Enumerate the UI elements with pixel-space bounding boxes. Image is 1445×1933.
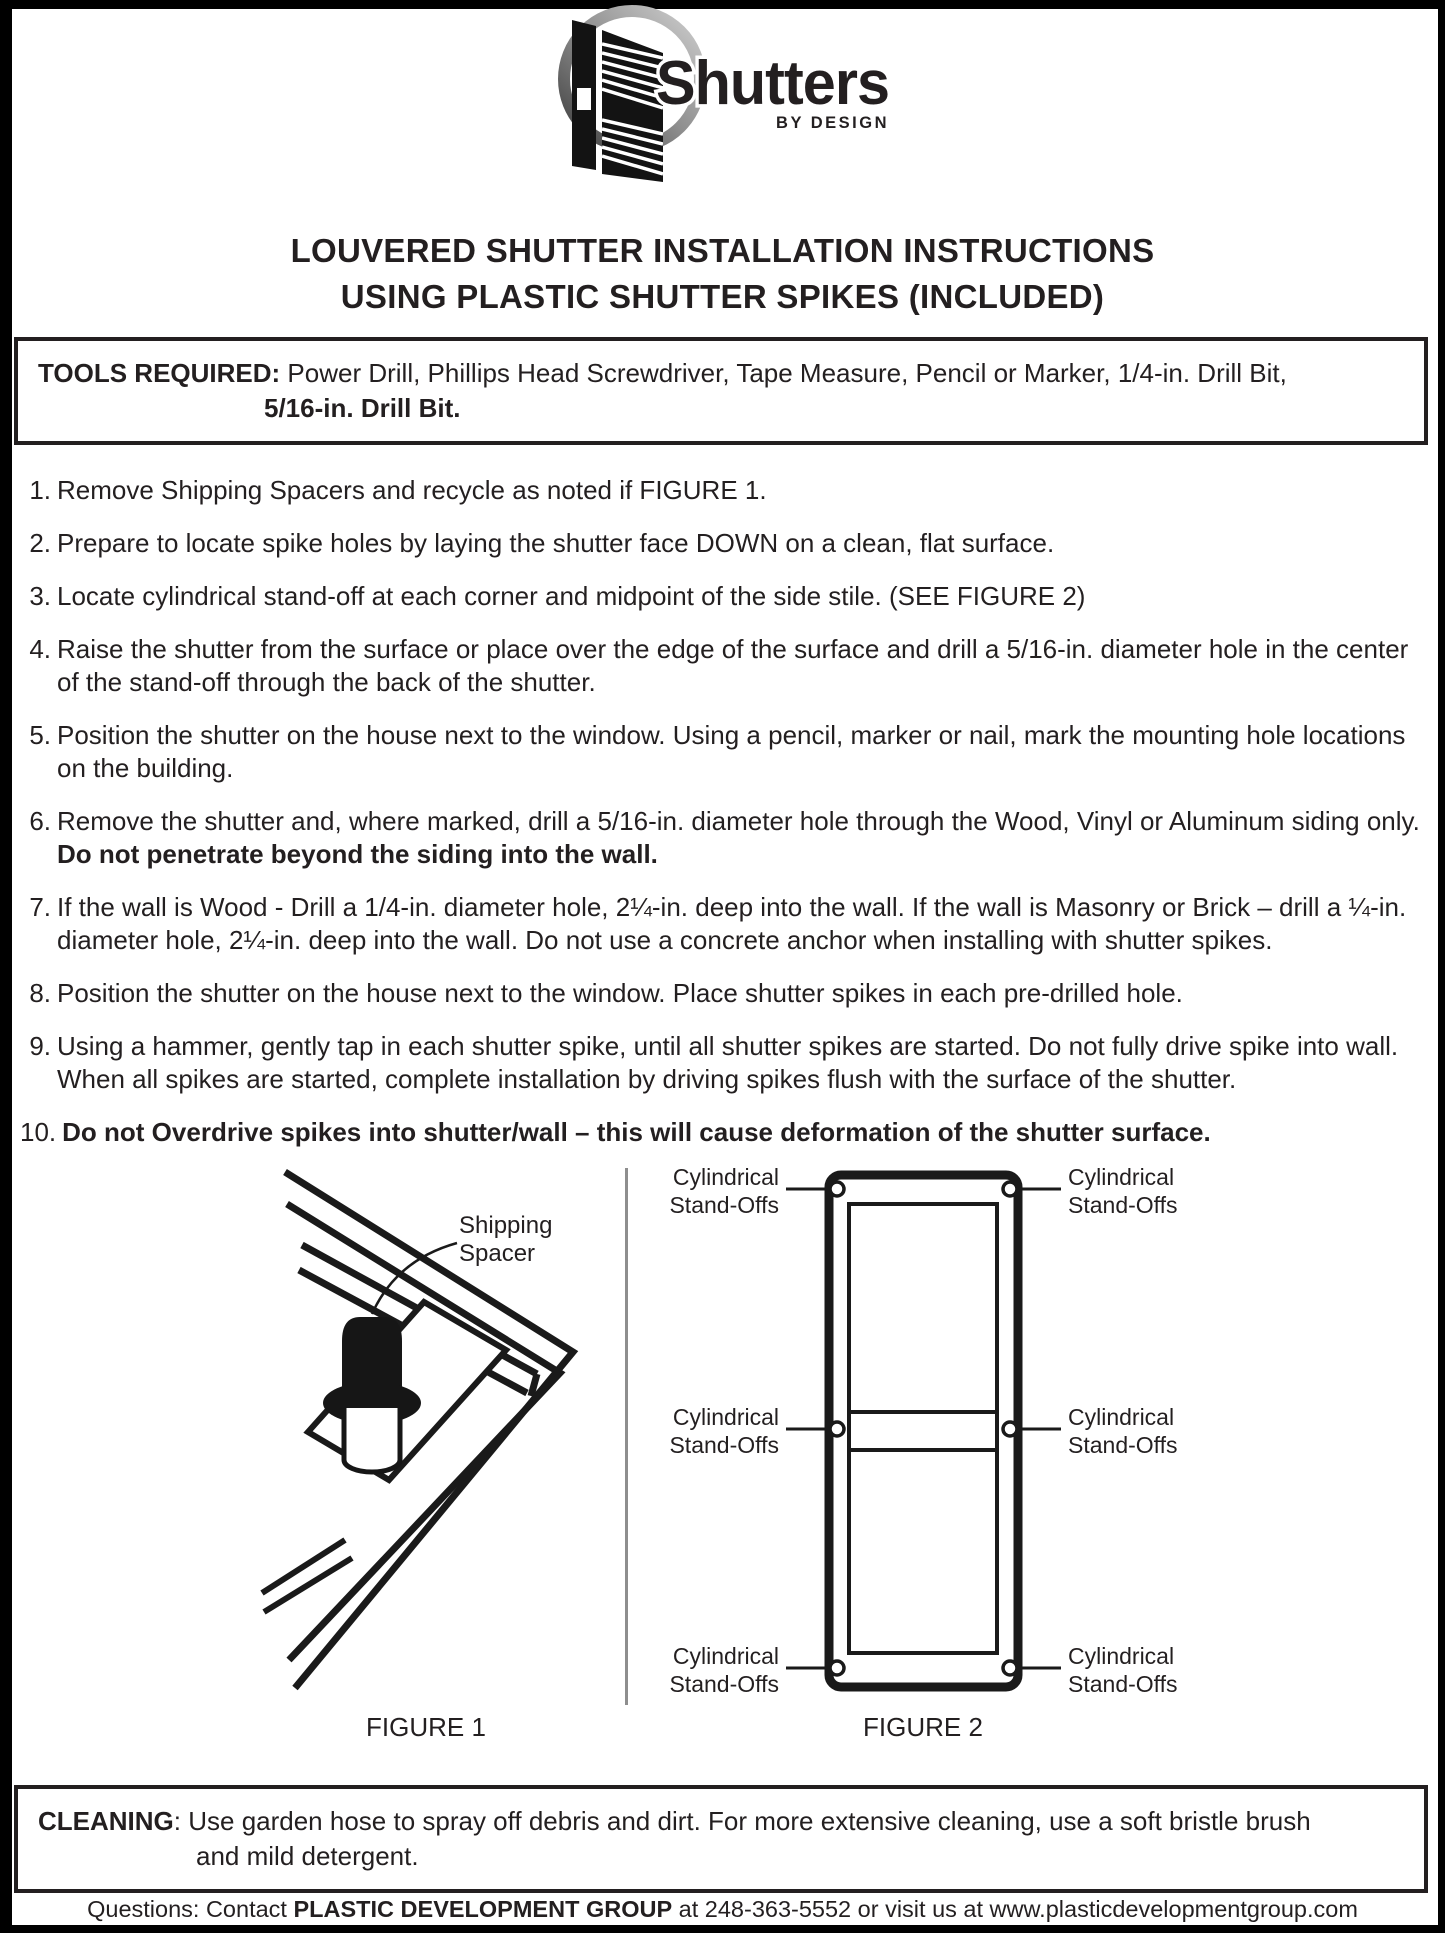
footer-company: PLASTIC DEVELOPMENT GROUP [293,1896,673,1922]
shipping-spacer-label-line1: Shipping [459,1212,553,1239]
tools-line-2: 5/16-in. Drill Bit. [264,393,461,423]
standoff-label: Stand-Offs [669,1432,779,1458]
shutter-outline [829,1175,1018,1687]
title-line-1: LOUVERED SHUTTER INSTALLATION INSTRUCTIONS [290,232,1155,269]
step-item-8 [20,977,1425,1010]
step-text-bold: Do not penetrate beyond the siding into the wall. [57,839,658,869]
figure2-caption: FIGURE 2 [863,1712,983,1742]
step-number: 7. [29,892,51,922]
logo-brand-text: Shutters [656,49,889,118]
brand-logo [520,4,910,184]
figure-divider-line [625,1168,628,1705]
cleaning-line-1 [38,1804,1404,1839]
document-title [0,228,1445,320]
step-item-3 [20,580,1425,613]
step-text: Position the shutter on the house next to the window. Place shutter spikes in each pre-drilled hole. [57,978,1183,1008]
step-number: 6. [29,806,51,836]
standoff-label: Cylindrical [672,1404,779,1430]
standoff-label: Stand-Offs [1068,1192,1178,1218]
step-item-9 [20,1030,1425,1096]
logo-tagline-text: BY DESIGN [776,114,889,132]
step-item-2 [20,527,1425,560]
step-text-bold: Do not Overdrive spikes into shutter/wall – this will cause deformation of the shutter surface. [62,1117,1211,1147]
cleaning-label: CLEANING [38,1806,174,1836]
shutter-logo-icon [572,20,663,182]
figure2-illustration [630,1155,1180,1730]
footer-prefix: Questions: Contact [87,1896,294,1922]
step-number: 8. [29,978,51,1008]
standoff-label: Stand-Offs [669,1192,779,1218]
instruction-list [20,474,1425,1169]
tools-line-1 [38,356,1404,391]
step-number: 10. [20,1117,57,1147]
step-number: 4. [29,634,51,664]
standoff-label: Cylindrical [672,1164,779,1190]
standoff-label: Stand-Offs [1068,1671,1178,1697]
step-number: 2. [29,528,51,558]
standoff-label: Stand-Offs [1068,1432,1178,1458]
step-item-7 [20,891,1425,957]
standoff-label: Stand-Offs [669,1671,779,1697]
step-item-6 [20,805,1425,871]
step-number: 9. [29,1031,51,1061]
tools-required-box [14,337,1428,445]
tools-text: Power Drill, Phillips Head Screwdriver, Tape Measure, Pencil or Marker, 1/4-in. Drill Bit, [280,358,1287,388]
step-number: 3. [29,581,51,611]
standoff-label: Cylindrical [672,1643,779,1669]
page-edge-bottom [0,1925,1445,1933]
title-line-2: USING PLASTIC SHUTTER SPIKES (INCLUDED) [340,278,1105,315]
standoff-label: Cylindrical [1068,1643,1175,1669]
step-number: 5. [29,720,51,750]
step-text: Locate cylindrical stand-off at each corner and midpoint of the side stile. (SEE FIGURE 2) [57,581,1086,611]
step-text: Remove the shutter and, where marked, drill a 5/16-in. diameter hole through the Wood, Vinyl or Aluminum siding only. [57,806,1420,836]
step-text: Using a hammer, gently tap in each shutter spike, until all shutter spikes are started. Do not fully drive spike into wall. When all spikes are started, complete installation by driving spikes flush with the surface of the shutter. [57,1031,1399,1094]
shipping-spacer-label-line2: Spacer [459,1240,536,1267]
footer-contact [0,1896,1445,1923]
step-text: Raise the shutter from the surface or place over the edge of the surface and drill a 5/16-in. diameter hole in the center of the stand-off through the back of the shutter. [57,634,1409,697]
step-text: Prepare to locate spike holes by laying the shutter face DOWN on a clean, flat surface. [57,528,1055,558]
step-text: Remove Shipping Spacers and recycle as noted if FIGURE 1. [57,475,767,505]
cleaning-box [14,1785,1428,1893]
tools-label: TOOLS REQUIRED: [38,358,281,388]
step-item-4 [20,633,1425,699]
standoff-label: Cylindrical [1068,1164,1175,1190]
figure1-illustration [190,1158,590,1718]
standoff-label: Cylindrical [1068,1404,1175,1430]
step-item-1 [20,474,1425,507]
figure1-caption: FIGURE 1 [366,1712,486,1742]
footer-suffix: at 248-363-5552 or visit us at www.plasticdevelopmentgroup.com [672,1896,1358,1922]
step-number: 1. [29,475,51,505]
cleaning-text: : Use garden hose to spray off debris and dirt. For more extensive cleaning, use a soft bristle brush [173,1806,1311,1836]
step-text: If the wall is Wood - Drill a 1/4-in. diameter hole, 2¼-in. deep into the wall. If the wall is Masonry or Brick – drill a ¼-in. diameter hole, 2¼-in. deep into the wall. Do not use a concrete anchor when installing with shutter spikes. [57,892,1407,955]
step-item-10 [20,1116,1425,1149]
step-item-5 [20,719,1425,785]
cleaning-line-2: and mild detergent. [196,1841,419,1871]
step-text: Position the shutter on the house next to the window. Using a pencil, marker or nail, mark the mounting hole locations on the building. [57,720,1406,783]
